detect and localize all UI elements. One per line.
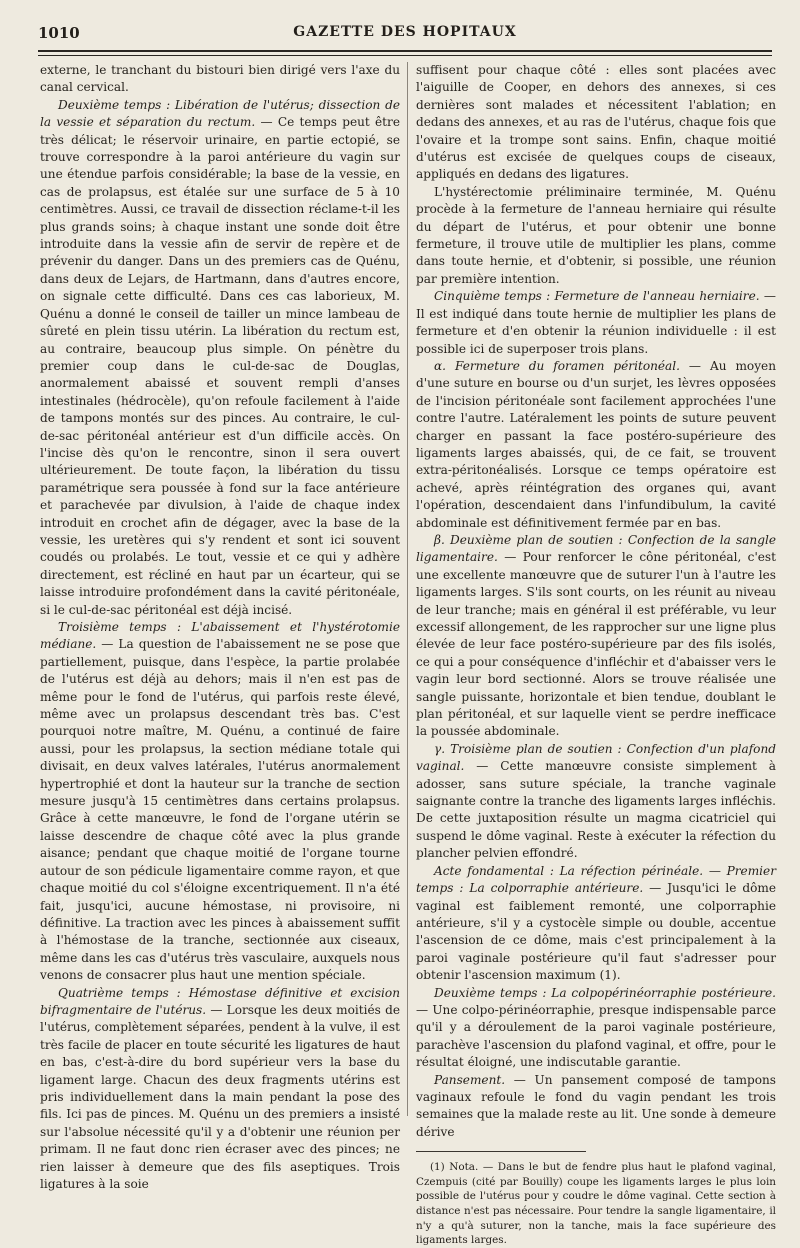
header-rule-thin [38,55,772,56]
paragraph: suffisent pour chaque côté : elles sont placées avec l'aiguille de Cooper, en dehors des annexes, si ces dernières sont malades et nécessitent l'ablation; en dedans des annexes, et au ras de l'utérus, chaque fois que l'ovaire et la trompe sont sains. Enfin, chaque moitié d'utérus est excisée de quelques coups de ciseaux, appliqués en dedans des ligatures. [416,63,776,182]
paragraph: β. Deuxième plan de soutien : Confection de la sangle ligamentaire. — Pour renforcer le cône péritonéal, c'est une excellente manœuvre que de suturer l'un à l'autre les ligaments larges. S'ils sont courts, on les réunit au niveau de leur tranche; mais en général il est préférable, vu leur excessif allongement, de les rapprocher sur une ligne plus élevée de leur face postéro-supérieure par des fils isolés, ce qui a pour conséquence d'infléchir et d'abaisser vers le vagin leur bord sectionné. Alors se trouve réalisée une sangle puissante, horizontale et bien tendue, doublant le plan péritonéal, et sur laquelle vient se perdre inefficace la poussée abdominale. [416,532,776,739]
paragraph: L'hystérectomie préliminaire terminée, M. Quénu procède à la fermeture de l'anneau herniaire qui résulte du départ de l'utérus, et pour obtenir une bonne fermeture, il trouve utile de multiplier les plans, comme dans toute hernie, et d'obtenir, si possible, une réunion par première intention. [416,184,776,286]
section-heading: Troisième temps : L'abaissement et l'hystérotomie médiane. [40,620,400,652]
paragraph: Deuxième temps : Libération de l'utérus; dissection de la vessie et séparation du rectum. — Ce temps peut être très délicat; le réservoir urinaire, en partie ectopié, se trouve correspondre à la paroi antérieure du vagin sur une étendue parfois considérable; la base de la vessie, en cas de prolapsus, est étalée sur une surface de 5 à 10 centimètres. Aussi, ce travail de dissection réclame-t-il les plus grands soins; à chaque instant une sonde doit être introduite dans la vessie afin de servir de repère et de prévenir du danger. Dans un des premiers cas de Quénu, dans deux de Lejars, de Hartmann, dans d'autres encore, on signale cette difficulté. Dans ces cas laborieux, M. Quénu a donné le conseil de tailler un mince lambeau de sûreté en plein tissu utérin. La libération du rectum est, au contraire, beaucoup plus simple. On pénètre du premier coup dans le cul-de-sac de Douglas, anormalement abaissé et souvent rempli d'anses intestinales (hédrocèle), qu'on refoule facilement à l'aide de tampons montés sur des pinces. Au contraire, le cul-de-sac péritonéal antérieur est d'un difficile accès. On l'incise dès qu'on le rencontre, sinon il sera ouvert ultérieurement. De toute façon, la libération du tissu paramétrique sera poussée à fond sur la face antérieure et parachevée par divulsion, à l'aide de chaque index introduit en crochet afin de dégager, avec la base de la vessie, les uretères qui s'y rendent et sont ici souvent coudés ou prolabés. Le tout, vessie et ce qui y adhère directement, est récliné en haut par un écarteur, qui se laisse introduire profondément dans la cavité péritonéale, si le cul-de-sac péritonéal est déjà incisé. [40,97,400,617]
footnote: (1) Nota. — Dans le but de fendre plus haut le plafond vaginal, Czempuis (cité par Bouilly) coupe les ligaments larges le plus loin possible de l'utérus pour y coudre le dôme vaginal. Cette section à distance n'est pas nécessaire. Pour tendre la sangle ligamentaire, il n'y a qu'à suturer, non la tanche, mais la face supérieure des ligaments larges. [416,1161,776,1247]
paragraph: Acte fondamental : La réfection périnéale. — Premier temps : La colporraphie antérieure. — Jusqu'ici le dôme vaginal est faiblement remonté, une colporraphie antérieure, s'il y a cystocèle simple ou double, accentue l'ascension de ce dôme, mais c'est principalement à la paroi vaginale postérieure qu'il faut s'adresser pour obtenir l'ascension maximum (1). [416,863,776,983]
right-column [416,62,776,1248]
section-heading: Cinquième temps : Fermeture de l'anneau herniaire. [434,289,760,304]
paragraph: γ. Troisième plan de soutien : Confection d'un plafond vaginal. — Cette manœuvre consiste simplement à adosser, sans suture spéciale, la tranche vaginale saignante contre la tranche des ligaments larges infléchis. De cette juxtaposition résulte un magma cicatriciel qui suspend le dôme vaginal. Reste à exécuter la réfection du plancher pelvien effondré. [416,741,776,861]
left-column [40,62,400,1193]
section-heading: Quatrième temps : Hémostase définitive et excision bifragmentaire de l'utérus. [40,985,400,1017]
section-heading: Pansement. [434,1072,506,1087]
paragraph: α. Fermeture du foramen péritonéal. — Au moyen d'une suture en bourse ou d'un surjet, les lèvres opposées de l'incision péritonéale sont facilement approchées l'une contre l'autre. Latéralement les points de suture peuvent charger en passant la face postéro-supérieure des ligaments larges abaissés, qui, de ce fait, se trouvent extra-péritonéalisés. Lorsque ce temps opératoire est achevé, après réintégration des organes qui, avant l'opération, descendaient dans l'infundibulum, la cavité abdominale est définitivement fermée par en bas. [416,358,776,530]
section-heading: α. Fermeture du foramen péritonéal. [434,358,680,373]
footnote-rule [416,1151,586,1152]
column-divider [407,62,408,1116]
header-rule-thick [38,50,772,52]
paragraph: Deuxième temps : La colpopérinéorraphie postérieure. — Une colpo-périnéorraphie, presque indispensable parce qu'il y a déroulement de la paroi vaginale postérieure, parachève l'ascension du plafond vaginal, et offre, pour le résultat éloigné, une indiscutable garantie. [416,985,776,1070]
paragraph: Cinquième temps : Fermeture de l'anneau herniaire. — Il est indiqué dans toute hernie de multiplier les plans de fermeture et d'en obtenir la réunion individuelle : il est possible ici de superposer trois plans. [416,289,776,356]
paragraph: Quatrième temps : Hémostase définitive et excision bifragmentaire de l'utérus. — Lorsque les deux moitiés de l'utérus, complètement séparées, pendent à la vulve, il est très facile de placer en toute sécurité les ligatures de haut en bas, c'est-à-dire du bord supérieur vers la base du ligament large. Chacun des deux fragments utérins est pris individuellement dans la main pendant la pose des fils. Ici pas de pinces. M. Quénu un des premiers a insisté sur l'absolue nécessité qu'il y a d'obtenir une réunion per primam. Il ne faut donc rien écraser avec des pinces; ne rien laisser à demeure que des fils aseptiques. Trois ligatures à la soie [40,985,400,1191]
section-heading: Acte fondamental : La réfection périnéale. — Premier temps : La colporraphie antérieure. [416,863,776,896]
paragraph: externe, le tranchant du bistouri bien dirigé vers l'axe du canal cervical. [40,63,400,95]
section-heading: γ. Troisième plan de soutien : Confection d'un plafond vaginal. [416,741,776,774]
running-title: GAZETTE DES HOPITAUX [293,24,517,40]
page-number: 1010 [38,24,80,42]
paragraph: Troisième temps : L'abaissement et l'hystérotomie médiane. — La question de l'abaissement ne se pose que partiellement, puisque, dans l'espèce, la partie prolabée de l'utérus est déjà au dehors; mais il n'en est pas de même pour le fond de l'utérus, qui parfois reste élevé, même avec un prolapsus descendant très bas. C'est pourquoi notre maître, M. Quénu, a continué de faire aussi, pour les prolapsus, la section médiane totale qui divisait, en deux valves latérales, l'utérus anormalement hypertrophié et dont la hauteur sur la tranche de section mesure jusqu'à 15 centimètres dans certains prolapsus. Grâce à cette manœuvre, le fond de l'organe utérin se laisse descendre de chaque côté avec la plus grande aisance; pendant que chaque moitié de l'organe tourne autour de son pédicule ligamentaire comme rayon, et que chaque moitié du col s'éloigne excentriquement. Il n'a été fait, jusqu'ici, aucune hémostase, ni provisoire, ni définitive. La traction avec les pinces à abaissement suffit à l'hémostase de la tranche, sectionnée aux ciseaux, même dans les cas d'utérus très vasculaire, auxquels nous venons de consacrer plus haut une mention spéciale. [40,620,400,983]
paragraph: Pansement. — Un pansement composé de tampons vaginaux refoule le fond du vagin pendant les trois semaines que la malade reste au lit. Une sonde à demeure dérive [416,1072,776,1139]
section-heading: β. Deuxième plan de soutien : Confection de la sangle ligamentaire. [416,532,776,565]
section-heading: Deuxième temps : Libération de l'utérus; dissection de la vessie et séparation du rectum. [40,97,400,130]
page-header [38,24,772,46]
section-heading: Deuxième temps : La colpopérinéorraphie postérieure. [434,985,776,1000]
